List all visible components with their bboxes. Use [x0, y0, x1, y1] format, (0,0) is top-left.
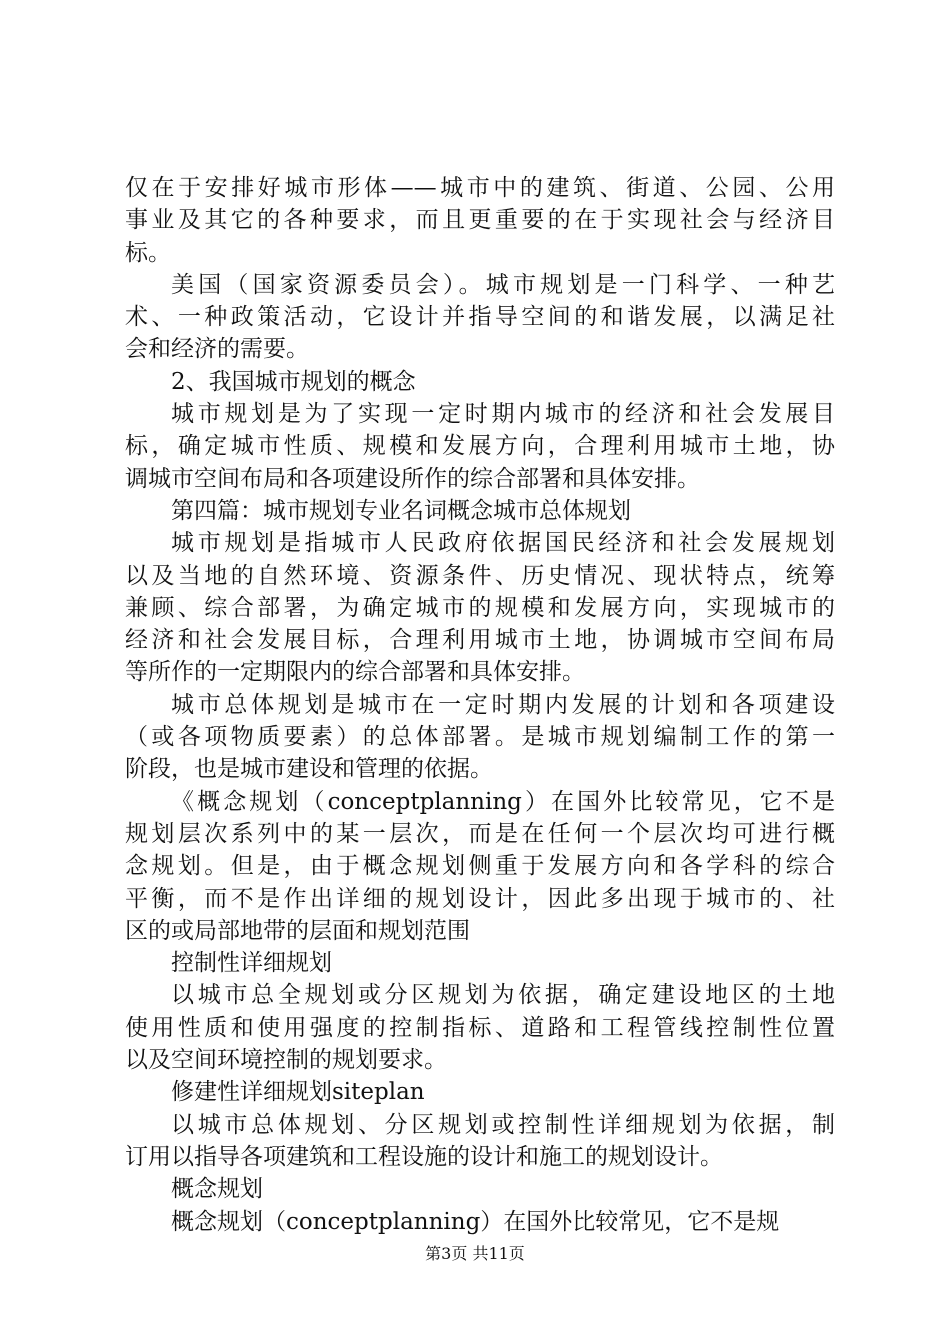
text-line: 城市规划是为了实现一定时期内城市的经济和社会发展目 — [171, 401, 835, 428]
paragraph — [125, 366, 835, 398]
text-line: 平衡，而不是作出详细的规划设计，因此多出现于城市的、社 — [125, 885, 835, 912]
text-line: 控制性详细规划 — [171, 950, 332, 977]
text-line: 修建性详细规划siteplan — [171, 1079, 425, 1106]
text-line: 调城市空间布局和各项建设所作的综合部署和具体安排。 — [125, 465, 700, 492]
text-line: 以城市总全规划或分区规划为依据，确定建设地区的土地 — [171, 982, 835, 1009]
text-line: 订用以指导各项建筑和工程设施的设计和施工的规划设计。 — [125, 1143, 723, 1170]
text-line: 城市总体规划是城市在一定时期内发展的计划和各项建设 — [171, 691, 835, 718]
text-line: 仅在于安排好城市形体——城市中的建筑、街道、公园、公用 — [125, 175, 835, 201]
text-line: 以城市总体规划、分区规划或控制性详细规划为依据，制 — [171, 1111, 835, 1138]
page-number: 第3页 共11页 — [425, 1244, 525, 1263]
paragraph — [125, 1206, 835, 1238]
text-line: 标。 — [125, 239, 171, 266]
text-line: 事业及其它的各种要求，而且更重要的在于实现社会与经济目 — [125, 207, 835, 234]
text-line: 《概念规划（conceptplanning）在国外比较常见，它不是 — [171, 788, 835, 815]
text-line: 2、我国城市规划的概念 — [171, 368, 416, 395]
text-line: 使用性质和使用强度的控制指标、道路和工程管线控制性位置 — [125, 1014, 835, 1041]
paragraph — [125, 269, 835, 366]
paragraph — [125, 979, 835, 1076]
paragraph — [125, 947, 835, 979]
paragraph — [125, 172, 835, 269]
paragraph — [125, 1109, 835, 1174]
text-line: 会和经济的需要。 — [125, 336, 309, 363]
text-line: 以及当地的自然环境、资源条件、历史情况、现状特点，统筹 — [125, 562, 835, 589]
text-line: 美国（国家资源委员会）。城市规划是一门科学、一种艺 — [171, 271, 835, 298]
paragraph — [125, 495, 835, 527]
text-line: 念规划。但是，由于概念规划侧重于发展方向和各学科的综合 — [125, 853, 835, 880]
text-line: 概念规划（conceptplanning）在国外比较常见，它不是规 — [171, 1208, 780, 1235]
text-line: 经济和社会发展目标，合理利用城市土地，协调城市空间布局 — [125, 627, 835, 654]
text-line: 概念规划 — [171, 1176, 263, 1203]
page-footer — [0, 1244, 950, 1264]
text-line: 标，确定城市性质、规模和发展方向，合理利用城市土地，协 — [125, 433, 835, 460]
text-line: （或各项物质要素）的总体部署。是城市规划编制工作的第一 — [125, 724, 835, 751]
paragraph — [125, 527, 835, 688]
paragraph — [125, 1076, 835, 1108]
paragraph — [125, 786, 835, 947]
paragraph — [125, 689, 835, 786]
text-line: 城市规划是指城市人民政府依据国民经济和社会发展规划 — [171, 530, 835, 557]
text-line: 规划层次系列中的某一层次，而是在任何一个层次均可进行概 — [125, 820, 835, 847]
text-line: 等所作的一定期限内的综合部署和具体安排。 — [125, 659, 585, 686]
document-body — [125, 172, 835, 1238]
text-line: 区的或局部地带的层面和规划范围 — [125, 917, 470, 944]
text-line: 以及空间环境控制的规划要求。 — [125, 1047, 447, 1074]
paragraph — [125, 1173, 835, 1205]
text-line: 阶段，也是城市建设和管理的依据。 — [125, 756, 493, 783]
text-line: 兼顾、综合部署，为确定城市的规模和发展方向，实现城市的 — [125, 594, 835, 621]
text-line: 术、一种政策活动，它设计并指导空间的和谐发展，以满足社 — [125, 304, 835, 331]
text-line: 第四篇：城市规划专业名词概念城市总体规划 — [171, 497, 631, 524]
paragraph — [125, 398, 835, 495]
